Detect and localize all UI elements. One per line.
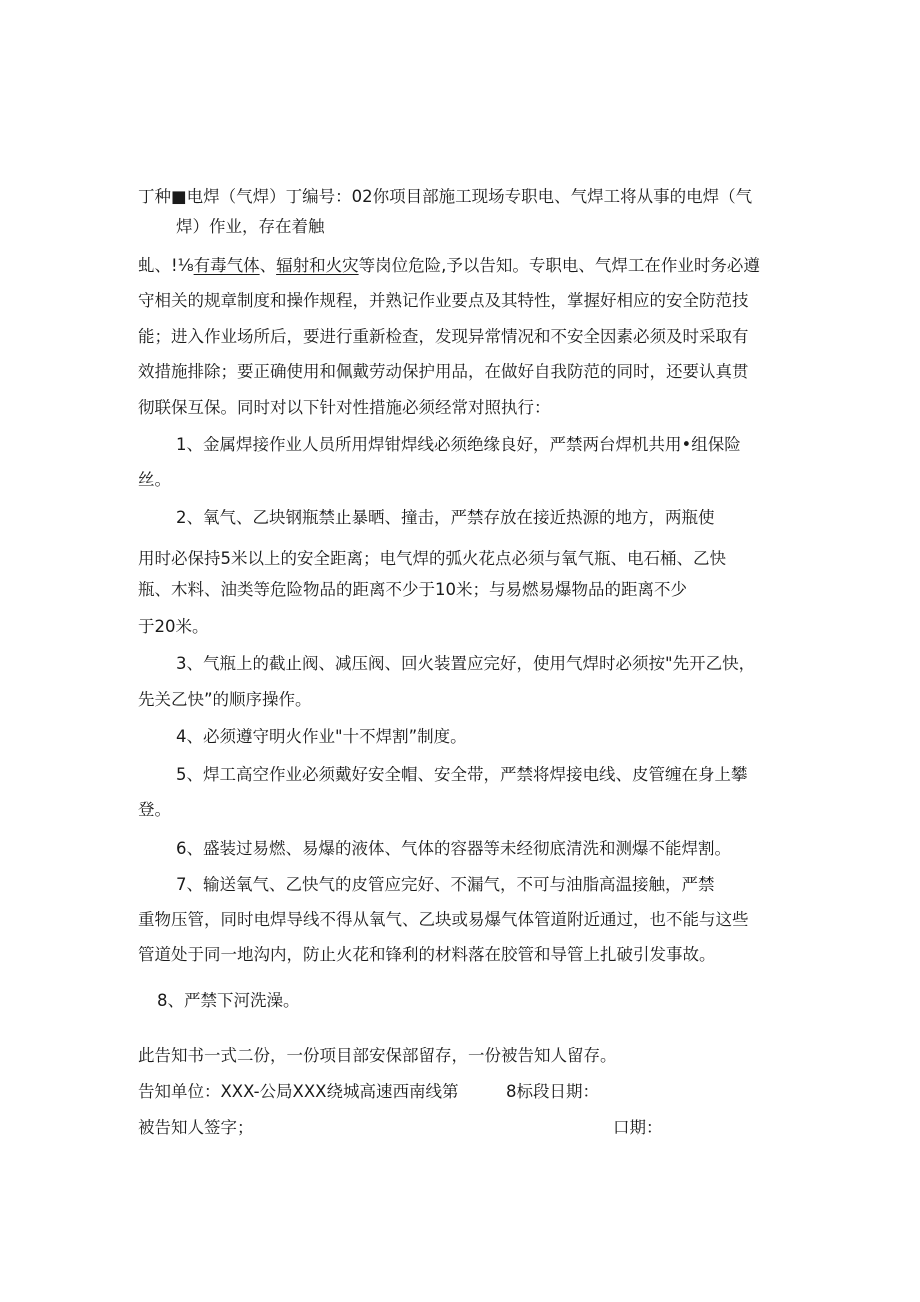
intro-line-2: 守相关的规章制度和操作规程，并熟记作业要点及其特性，掌握好相应的安全防范技	[138, 291, 749, 310]
item-2-line-3: 瓶、木料、油类等危险物品的距离不少于10米；与易燃易爆物品的距离不少	[138, 580, 687, 599]
intro-line-4: 效措施排除；要正确使用和佩戴劳动保护用品，在做好自我防范的同时，还要认真贯	[138, 362, 749, 381]
item-1-line-1: 1、金属焊接作业人员所用焊钳焊线必须绝缘良好，严禁两台焊机共用•组保险	[176, 435, 741, 454]
item-3-line-1: 3、气瓶上的截止阀、减压阀、回火装置应完好，使用气焊时必须按"先开乙快，	[176, 654, 756, 673]
underlined-radiation-fire: 辐射和火灾	[276, 256, 359, 275]
underlined-toxic-gas: 有毒气体	[193, 256, 260, 275]
header-line-2: 焊）作业，存在着触	[176, 217, 325, 236]
item-6: 6、盛装过易燃、易爆的液体、气体的容器等未经彻底清洗和测爆不能焊割。	[176, 839, 731, 858]
intro-line-3: 能；进入作业场所后，要进行重新检查，发现异常情况和不安全因素必须及时采取有	[138, 327, 749, 346]
footer-copies: 此告知书一式二份，一份项目部安保部留存，一份被告知人留存。	[138, 1046, 617, 1065]
item-7-line-2: 重物压管，同时电焊导线不得从氧气、乙块或易爆气体管道附近通过，也不能与这些	[138, 910, 749, 929]
item-5-line-1: 5、焊工高空作业必须戴好安全帽、安全带，严禁将焊接电线、皮管缠在身上攀	[176, 765, 748, 784]
intro-pre: 虬、!⅛	[138, 256, 194, 275]
footer-signature-date: 口期：	[613, 1118, 663, 1137]
intro-line-1	[138, 255, 760, 277]
footer-signature-label: 被告知人签字；	[138, 1118, 254, 1137]
item-2-line-1: 2、氧气、乙块钢瓶禁止暴晒、撞击，严禁存放在接近热源的地方，两瓶使	[176, 508, 715, 527]
item-7-line-3: 管道处于同一地沟内，防止火花和锋利的材料落在胶管和导管上扎破引发事故。	[138, 945, 716, 964]
footer-unit-date: 8标段日期：	[506, 1082, 599, 1101]
item-3-line-2: 先关乙快”的顺序操作。	[138, 690, 312, 709]
item-2-line-2: 用时必保持5米以上的安全距离；电气焊的弧火花点必须与氧气瓶、电石桶、乙快	[138, 549, 726, 568]
intro-sep: 、	[259, 256, 277, 275]
intro-line-5: 彻联保互保。同时对以下针对性措施必须经常对照执行：	[138, 398, 551, 417]
item-1-line-2: 丝。	[138, 470, 171, 489]
header-line-1: 丁种■电焊（气焊）丁编号：02你项目部施工现场专职电、气焊工将从事的电焊（气	[138, 187, 753, 206]
item-7-line-1: 7、输送氧气、乙快气的皮管应完好、不漏气，不可与油脂高温接触，严禁	[176, 875, 715, 894]
item-5-line-2: 登。	[138, 800, 171, 819]
footer-notifying-unit: 告知单位：XXX-公局XXX绕城高速西南线第	[138, 1082, 459, 1101]
intro-post: 等岗位危险,予以告知。专职电、气焊工在作业时务必遵	[358, 256, 760, 275]
item-2-line-4: 于20米。	[138, 617, 209, 636]
item-4: 4、必须遵守明火作业"十不焊割”制度。	[176, 727, 467, 746]
item-8: 8、严禁下河洗澡。	[157, 991, 300, 1010]
